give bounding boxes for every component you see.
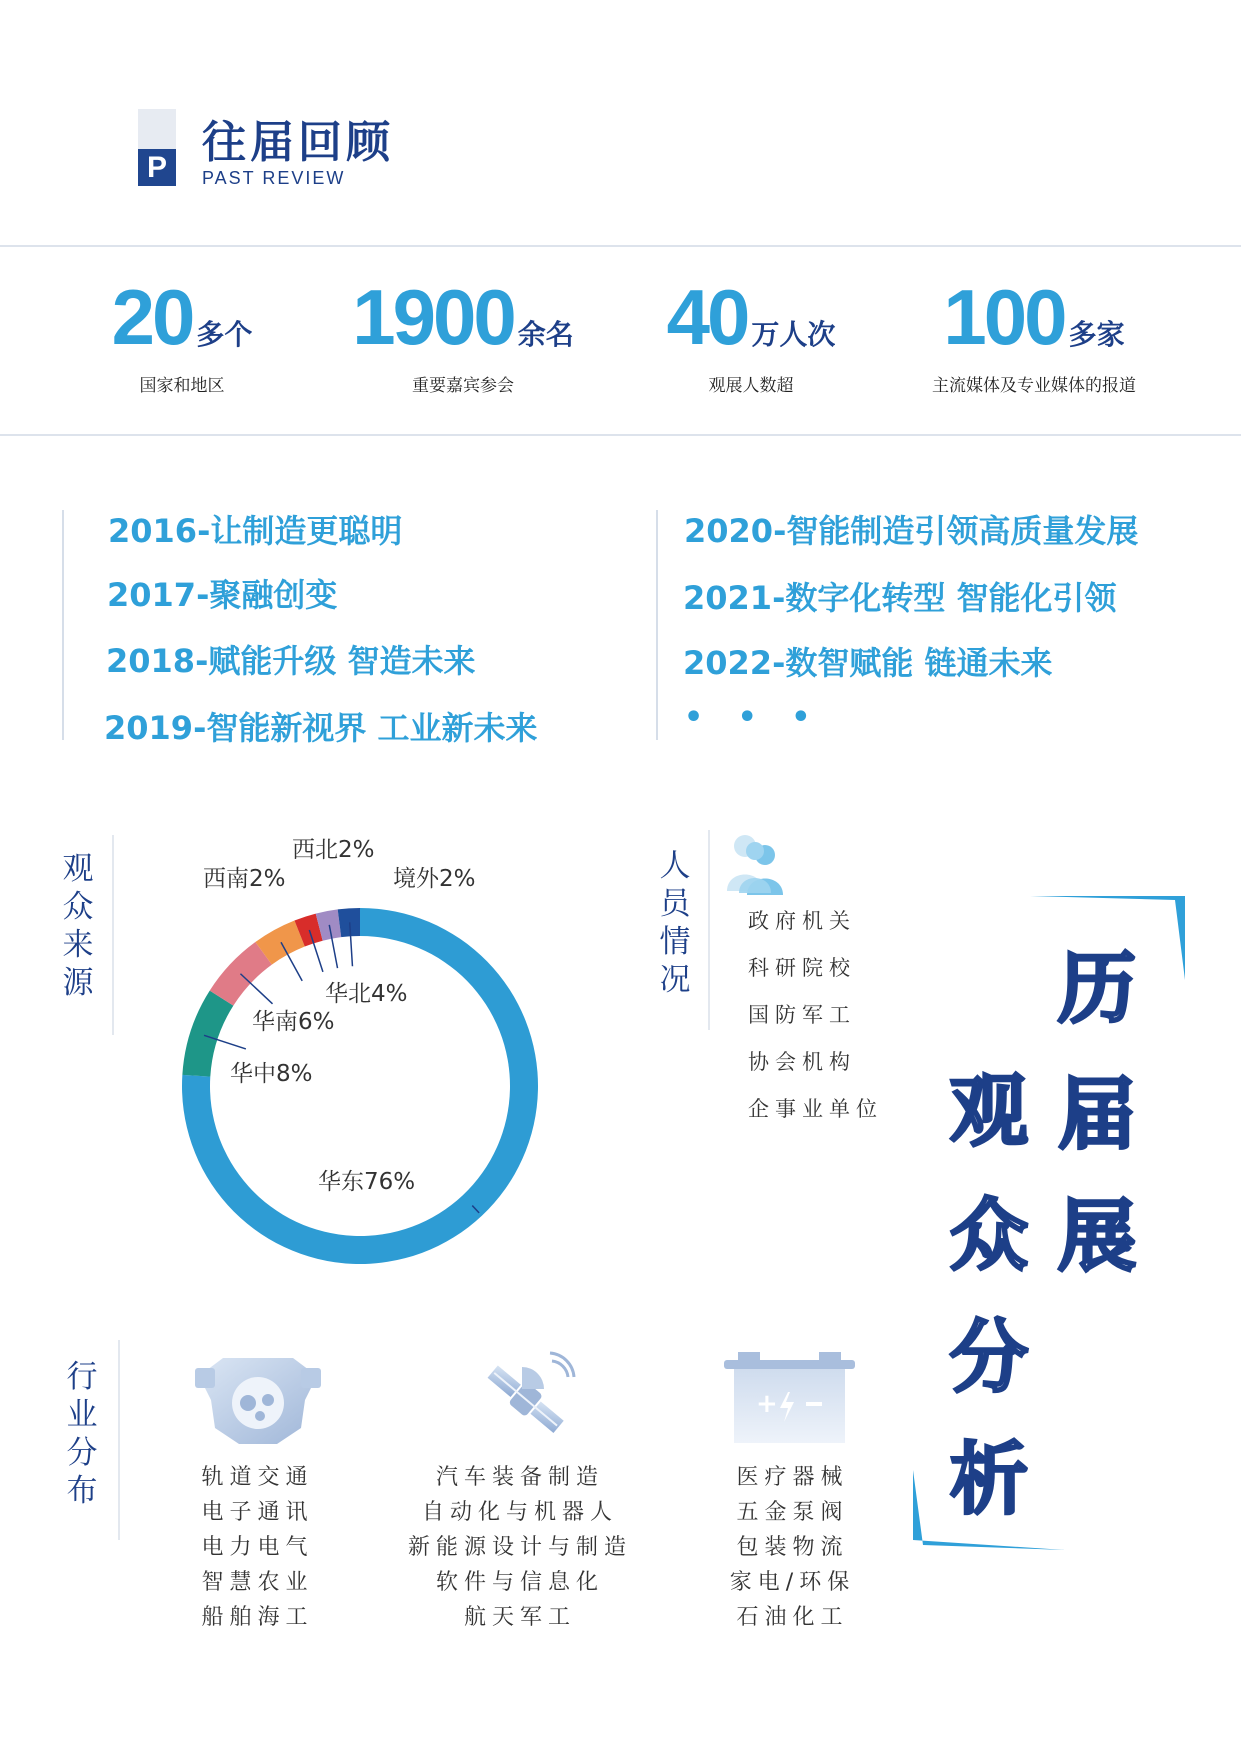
theme-divider-right [656, 510, 658, 740]
personnel-divider [708, 830, 710, 1030]
stat-media [884, 272, 1184, 396]
industry-item: 汽车装备制造 [435, 1465, 604, 1490]
stat-label: 主流媒体及专业媒体的报道 [932, 376, 1136, 396]
stat-unit: 万人次 [751, 318, 836, 351]
theme-2018: 2018-赋能升级 智造未来 [106, 642, 476, 680]
stat-countries [32, 272, 332, 396]
stat-guests [313, 272, 613, 396]
theme-more: • • • [684, 700, 823, 735]
industry-item: 电力电气 [201, 1535, 314, 1560]
industry-item: 五金泵阀 [736, 1500, 849, 1525]
industry-item: 包装物流 [736, 1535, 849, 1560]
personnel-item: 企事业单位 [748, 1097, 883, 1121]
satellite-icon [470, 1345, 580, 1450]
people-icon [725, 833, 789, 897]
industry-item: 智慧农业 [201, 1570, 314, 1595]
engine-icon [193, 1348, 323, 1448]
chart-label-overseas: 境外2% [393, 866, 476, 892]
industry-item: 电子通讯 [201, 1500, 314, 1525]
stat-unit: 余名 [517, 318, 574, 351]
industry-label: 行 业 分 布 [66, 1359, 98, 1509]
industry-item: 自动化与机器人 [421, 1500, 618, 1525]
title-frame [905, 890, 1190, 1560]
stat-visitors [601, 272, 901, 396]
industry-item: 石油化工 [736, 1605, 849, 1630]
personnel-item: 科研院校 [748, 956, 856, 980]
industry-item: 新能源设计与制造 [407, 1535, 632, 1560]
chart-label-north: 华北4% [325, 981, 408, 1007]
theme-2022: 2022-数智赋能 链通未来 [683, 644, 1053, 682]
chart-label-southwest: 西南2% [203, 866, 286, 892]
divider [0, 434, 1241, 436]
stat-value: 40 [666, 273, 748, 361]
audience-donut-chart [155, 880, 565, 1300]
industry-divider [118, 1340, 120, 1540]
battery-icon [722, 1350, 857, 1445]
stat-unit: 多家 [1068, 318, 1125, 351]
chart-label-south: 华南6% [252, 1009, 335, 1035]
stat-label: 重要嘉宾参会 [412, 376, 514, 396]
industry-column-3 [695, 1460, 890, 1635]
theme-2020: 2020-智能制造引领高质量发展 [684, 512, 1139, 550]
svg-text:+: + [756, 1389, 778, 1419]
audience-divider [112, 835, 114, 1035]
big-title-col2: 观 众 分 析 [950, 1067, 1029, 1525]
donut-slice-华中 [182, 991, 233, 1077]
stat-value: 1900 [352, 273, 514, 361]
industry-item: 软件与信息化 [435, 1570, 604, 1595]
industry-item: 船舶海工 [201, 1605, 314, 1630]
industry-item: 家电/环保 [729, 1570, 856, 1595]
theme-2019: 2019-智能新视界 工业新未来 [104, 709, 538, 747]
chart-label-northwest: 西北2% [292, 837, 375, 863]
personnel-label: 人 员 情 况 [659, 848, 691, 998]
personnel-list [748, 898, 883, 1133]
industry-column-1 [160, 1460, 355, 1635]
personnel-item: 政府机关 [748, 909, 856, 933]
industry-column-2 [395, 1460, 645, 1635]
page-subtitle: PAST REVIEW [202, 168, 346, 188]
logo-letter: P [138, 149, 176, 186]
donut-slice-境外 [338, 908, 360, 937]
page-title: 往届回顾 [202, 117, 394, 168]
stat-label: 国家和地区 [139, 376, 225, 396]
industry-item: 医疗器械 [736, 1465, 849, 1490]
divider [0, 245, 1241, 247]
personnel-item: 国防军工 [748, 1003, 856, 1027]
logo-block [138, 109, 176, 149]
theme-divider-left [62, 510, 64, 740]
stat-value: 100 [943, 273, 1065, 361]
chart-label-central: 华中8% [230, 1061, 313, 1087]
chart-label-east: 华东76% [318, 1169, 416, 1195]
stat-unit: 多个 [196, 318, 253, 351]
theme-2017: 2017-聚融创变 [107, 576, 338, 614]
audience-source-label: 观 众 来 源 [62, 851, 94, 1001]
theme-2016: 2016-让制造更聪明 [108, 512, 403, 550]
stat-value: 20 [111, 273, 193, 361]
industry-item: 航天军工 [463, 1605, 576, 1630]
industry-item: 轨道交通 [201, 1465, 314, 1490]
theme-2021: 2021-数字化转型 智能化引领 [683, 579, 1117, 617]
personnel-item: 协会机构 [748, 1050, 856, 1074]
big-title-col1: 历 届 展 [1058, 944, 1137, 1282]
stat-label: 观展人数超 [708, 376, 794, 396]
